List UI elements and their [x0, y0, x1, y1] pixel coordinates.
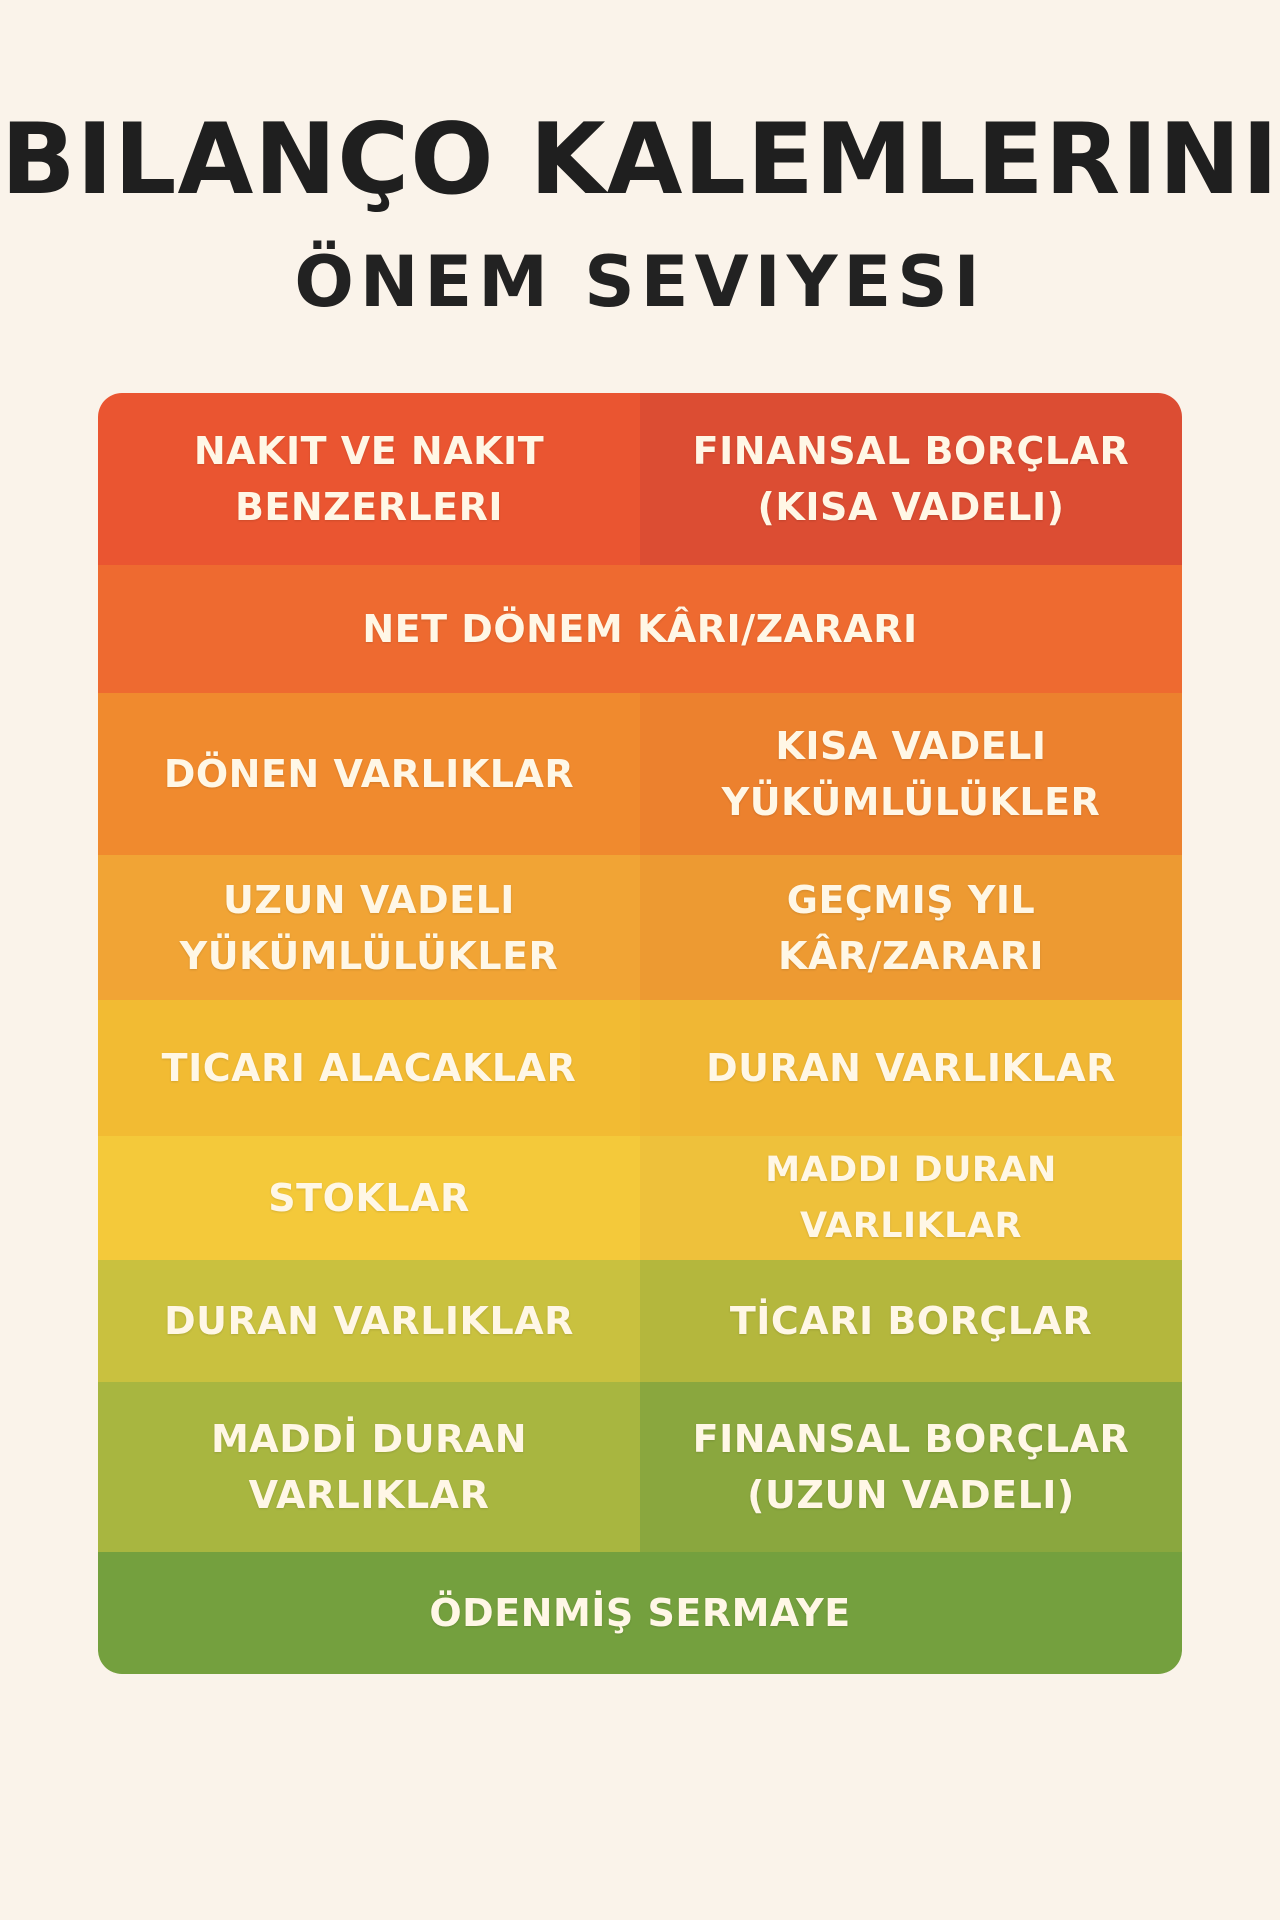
cell-trade-receivables: [98, 1000, 640, 1136]
cell-tangible-fixed-assets-2: [98, 1382, 640, 1552]
cell-fixed-assets-2: [98, 1260, 640, 1382]
cell-cash-equivalents: [98, 393, 640, 565]
cell-label: MADDİ DURAN VARLIKLAR: [210, 1417, 528, 1517]
cell-financial-debt-short: [640, 393, 1182, 565]
page-subtitle: ÖNEM SEVIYESI: [294, 241, 986, 323]
importance-table: [98, 393, 1182, 1674]
table-row-6: [98, 1136, 1182, 1260]
cell-paid-in-capital: [98, 1552, 1182, 1674]
table-row-2: [98, 565, 1182, 693]
cell-label: TICARI ALACAKLAR: [161, 1046, 577, 1090]
cell-label: DURAN VARLIKLAR: [706, 1046, 1116, 1090]
cell-label: UZUN VADELI YÜKÜMLÜLÜKLER: [179, 877, 559, 978]
cell-label: NAKIT VE NAKIT BENZERLERI: [193, 429, 545, 529]
cell-fixed-assets: [640, 1000, 1182, 1136]
table-row-9: [98, 1552, 1182, 1674]
cell-trade-payables: [640, 1260, 1182, 1382]
cell-label: TİCARI BORÇLAR: [729, 1299, 1093, 1343]
table-row-7: [98, 1260, 1182, 1382]
table-row-8: [98, 1382, 1182, 1552]
cell-prior-year-profit-loss: [640, 855, 1182, 1000]
cell-tangible-fixed-assets: [640, 1136, 1182, 1260]
cell-financial-debt-long: [640, 1382, 1182, 1552]
cell-inventories: [98, 1136, 640, 1260]
table-row-1: [98, 393, 1182, 565]
table-row-5: [98, 1000, 1182, 1136]
cell-label: KISA VADELI YÜKÜMLÜLÜKLER: [721, 724, 1101, 824]
cell-net-profit-loss: [98, 565, 1182, 693]
page-title: BILANÇO KALEMLERINI: [0, 103, 1280, 217]
cell-label: ÖDENMİŞ SERMAYE: [429, 1591, 851, 1635]
cell-current-assets: [98, 693, 640, 855]
cell-label: FINANSAL BORÇLAR (UZUN VADELI): [692, 1417, 1130, 1517]
cell-label: STOKLAR: [268, 1176, 470, 1220]
table-row-4: [98, 855, 1182, 1000]
cell-label: FINANSAL BORÇLAR (KISA VADELI): [692, 429, 1130, 529]
cell-label: GEÇMIŞ YIL KÂR/ZARARI: [777, 877, 1045, 978]
cell-label: DÖNEN VARLIKLAR: [163, 752, 575, 796]
cell-long-term-liabilities: [98, 855, 640, 1000]
cell-label: NET DÖNEM KÂRI/ZARARI: [362, 607, 918, 651]
cell-label: DURAN VARLIKLAR: [164, 1299, 574, 1343]
table-row-3: [98, 693, 1182, 855]
cell-label: MADDI DURAN VARLIKLAR: [765, 1150, 1057, 1246]
cell-short-term-liabilities: [640, 693, 1182, 855]
